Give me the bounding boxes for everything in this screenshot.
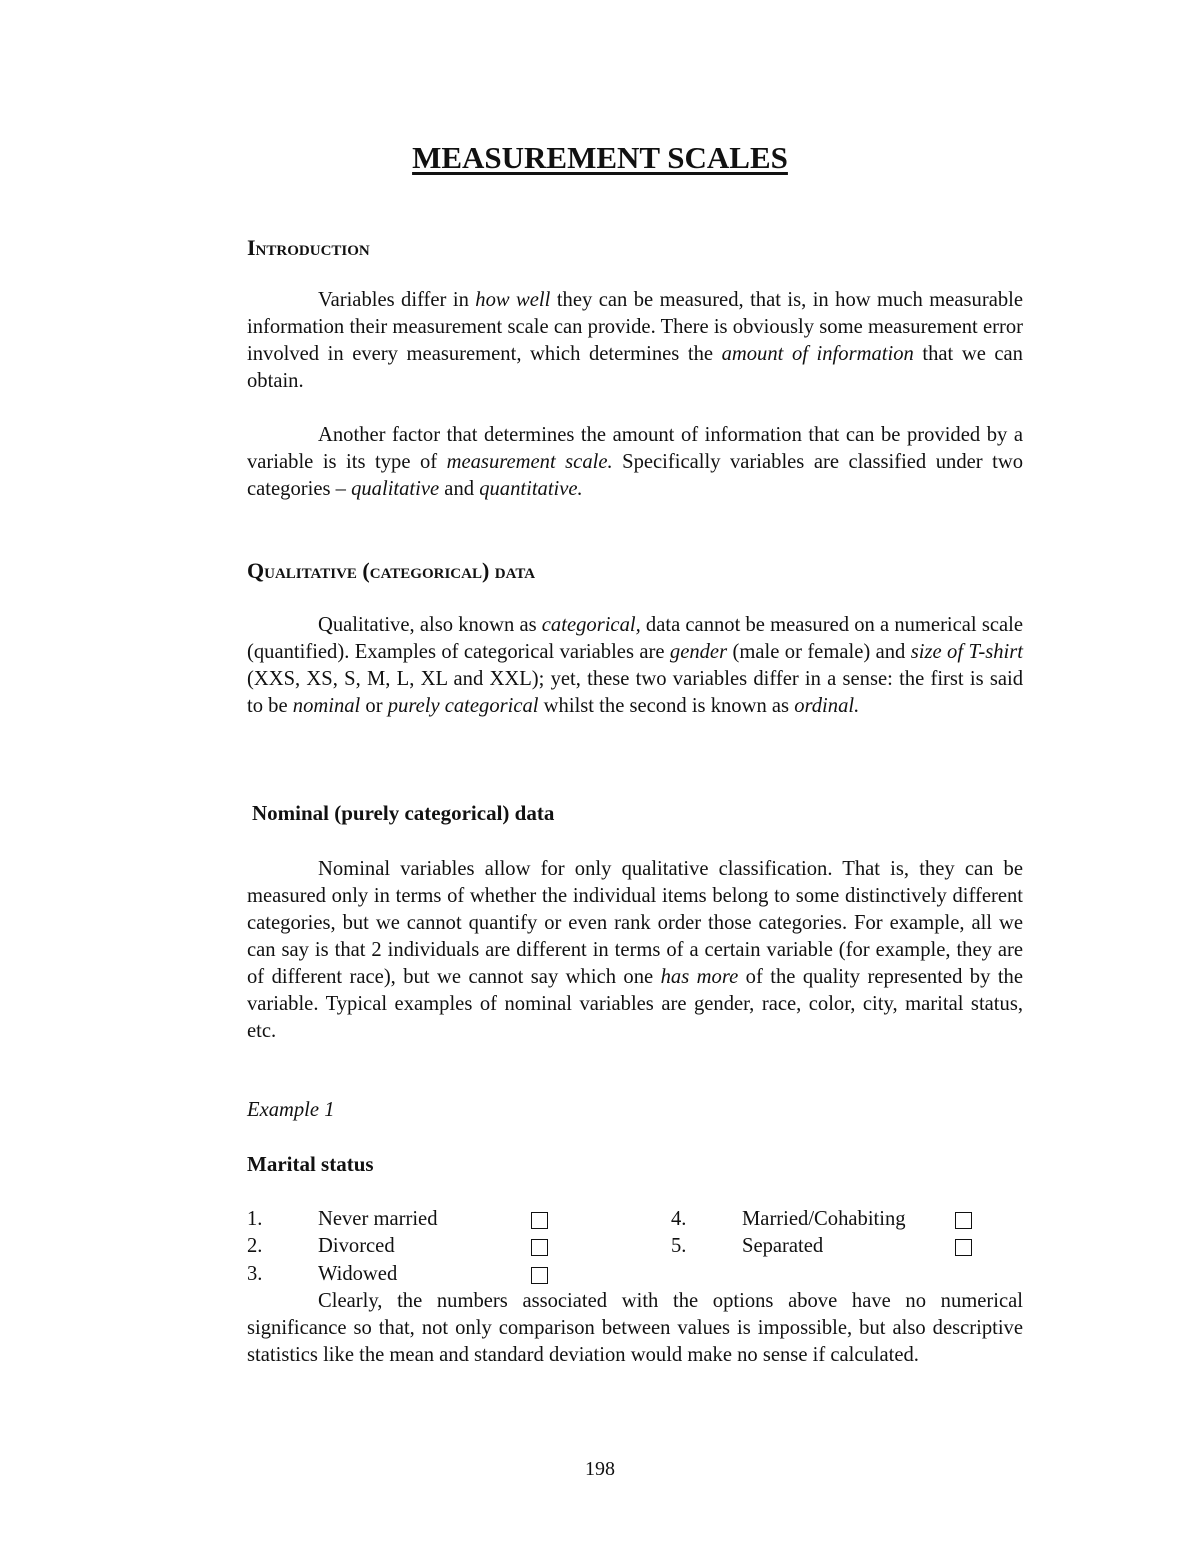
page-title: MEASUREMENT SCALES [412, 140, 788, 175]
example-conclusion-paragraph: Clearly, the numbers associated with the options above have no numerical significance so that, not only comparison between values is impossible, but also descriptive statistics like the mean and standard deviation would make no sense if calculated. [247, 1290, 1023, 1366]
intro-paragraph-2: Another factor that determines the amount of information that can be provided by a variable is its type of measurement scale. Specifically variables are classified under two categories – qualitative and quantitative. [247, 424, 1024, 500]
example-label: Example 1 [247, 1099, 335, 1121]
option-widowed [247, 1261, 567, 1288]
checkbox-separated[interactable] [955, 1239, 972, 1256]
option-label: Married/Cohabiting [742, 1208, 906, 1230]
checkbox-widowed[interactable] [531, 1267, 548, 1284]
option-number: 2. [247, 1235, 263, 1257]
option-number: 5. [671, 1235, 687, 1257]
option-number: 1. [247, 1208, 263, 1230]
option-number: 3. [247, 1263, 263, 1285]
option-label: Widowed [318, 1263, 398, 1285]
option-married-cohabiting [671, 1206, 991, 1233]
page-number: 198 [585, 1458, 615, 1480]
option-label: Divorced [318, 1235, 395, 1257]
checkbox-divorced[interactable] [531, 1239, 548, 1256]
checkbox-married-cohabiting[interactable] [955, 1212, 972, 1229]
option-label: Never married [318, 1208, 438, 1230]
checkbox-never-married[interactable] [531, 1212, 548, 1229]
qualitative-paragraph: Qualitative, also known as categorical, data cannot be measured on a numerical scale (quantified). Examples of categorical variables are gender (male or female) and size of T-shirt (XXS, XS, S, M, L, XL and XXL); yet, these two variables differ in a sense: the first is said to be nominal or purely categorical whilst the second is known as ordinal. [247, 614, 1023, 717]
nominal-paragraph: Nominal variables allow for only qualitative classification. That is, they can be measured only in terms of whether the individual items belong to some distinctively different categories, but we cannot quantify or even rank order those categories. For example, all we can say is that 2 individuals are different in terms of a certain variable (for example, they are of different race), but we cannot say which one has more of the quality represented by the variable. Typical examples of nominal variables are gender, race, color, city, marital status, etc. [247, 858, 1023, 1042]
option-number: 4. [671, 1208, 687, 1230]
option-never-married [247, 1206, 567, 1233]
option-separated [671, 1233, 991, 1260]
option-divorced [247, 1233, 567, 1260]
heading-introduction: Introduction [247, 235, 370, 260]
intro-paragraph-1: Variables differ in how well they can be measured, that is, in how much measurable information their measurement scale can provide. There is obviously some measurement error involved in every measurement, which determines the amount of information that we can obtain. [247, 289, 1023, 392]
marital-status-options [247, 1206, 1007, 1290]
option-label: Separated [742, 1235, 824, 1257]
heading-qualitative: Qualitative (categorical) data [247, 558, 536, 583]
heading-nominal: Nominal (purely categorical) data [252, 801, 555, 825]
question-marital-status: Marital status [247, 1152, 374, 1176]
